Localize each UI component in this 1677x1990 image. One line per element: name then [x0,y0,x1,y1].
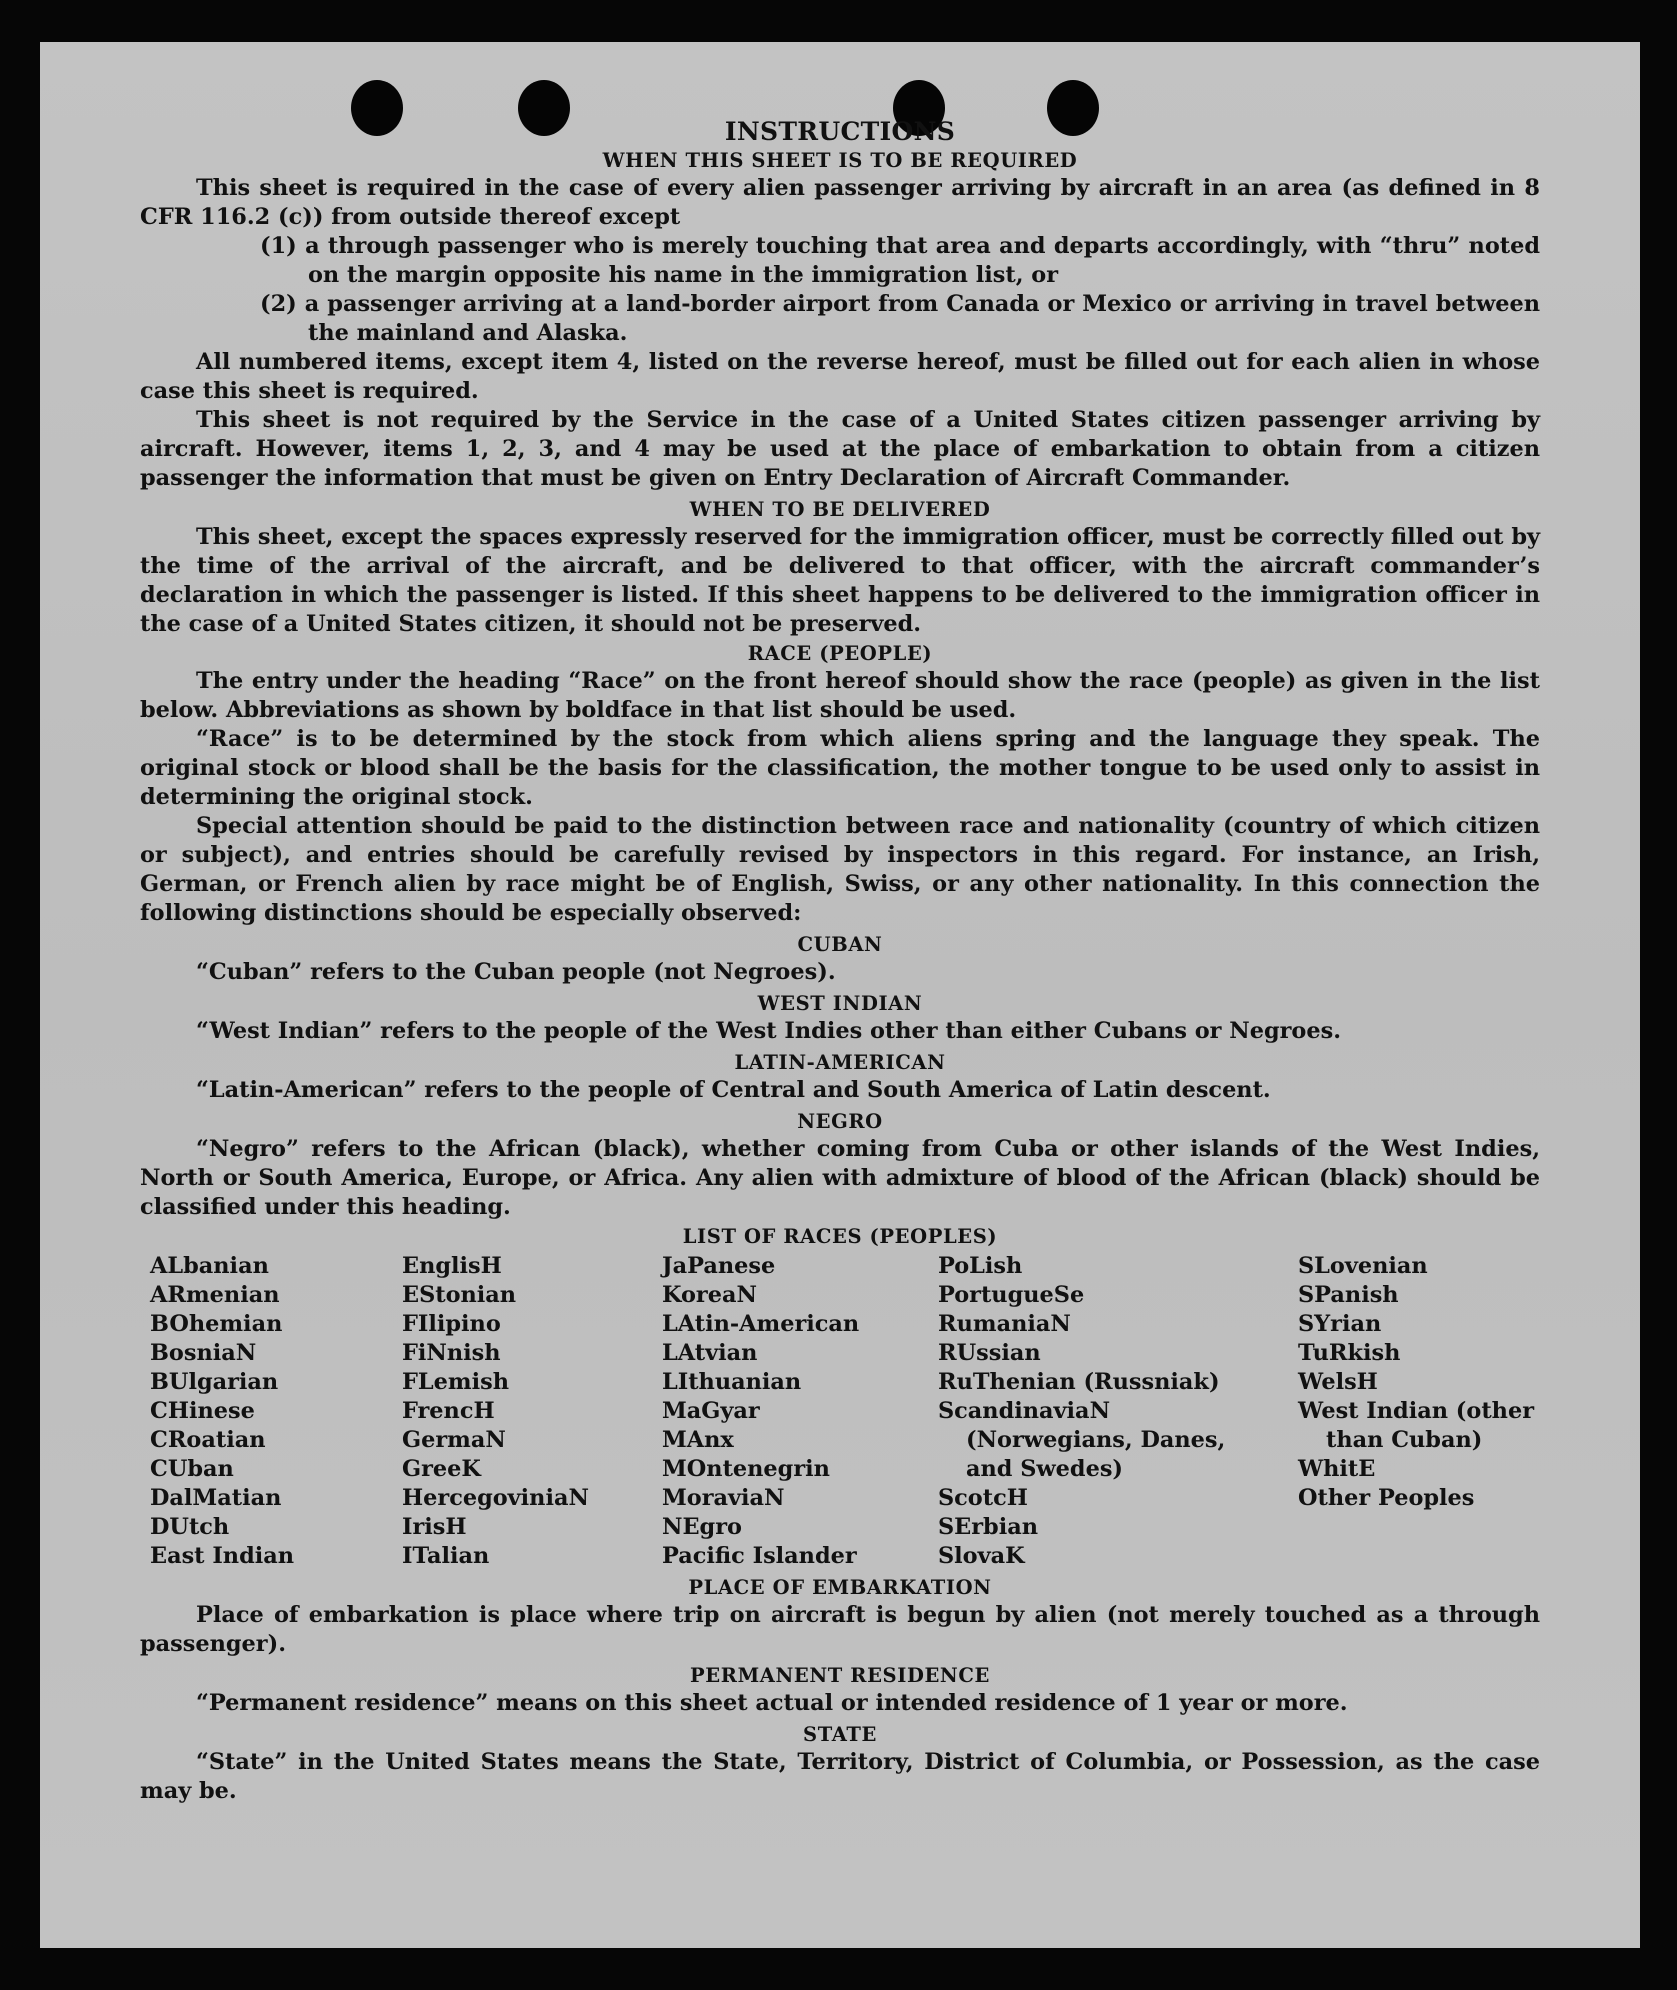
document-page [40,42,1640,1948]
race-item: TuRkish [1298,1340,1401,1366]
section-heading-state: STATE [803,1723,877,1746]
race-item: PortugueSe [938,1282,1085,1308]
section-heading-negro: NEGRO [797,1110,883,1133]
race-item: NEgro [662,1514,742,1540]
race-item: BOhemian [150,1311,283,1337]
required-item-1: (1) a through passenger who is merely touching that area and departs accordingly, with “thru” noted on the margin opposite his name in the immigration list, or [260,233,1540,288]
race-item: HercegoviniaN [402,1485,589,1511]
section-heading-list-of-races: LIST OF RACES (PEOPLES) [682,1225,998,1248]
race-item: FLemish [402,1369,509,1395]
cuban-text: “Cuban” refers to the Cuban people (not Negroes). [196,959,836,985]
race-item: ScandinaviaN (Norwegians, Danes, and Swedes) [938,1398,1226,1482]
latin-american-text: “Latin-American” refers to the people of Central and South America of Latin descent. [196,1077,1271,1103]
races-column-3 [662,1252,938,1571]
race-item: LAtvian [662,1340,758,1366]
embarkation-text: Place of embarkation is place where trip on aircraft is begun by alien (not merely touched as a through passenger). [140,1602,1540,1657]
race-item: IrisH [402,1514,467,1540]
section-heading-embarkation: PLACE OF EMBARKATION [688,1576,992,1599]
race-item: MaGyar [662,1398,760,1424]
race-item: EnglisH [402,1253,502,1279]
race-item: CHinese [150,1398,255,1424]
negro-text: “Negro” refers to the African (black), whether coming from Cuba or other islands of the West Indies, North or South America, Europe, or Africa. Any alien with admixture of blood of the African (black) should be classified under this heading. [140,1136,1540,1220]
race-item: MoraviaN [662,1485,785,1511]
race-item: ARmenian [150,1282,280,1308]
race-paragraph-3: Special attention should be paid to the distinction between race and nationality (country of which citizen or subject), and entries should be carefully revised by inspectors in this regard. For instance, an Irish, German, or French alien by race might be of English, Swiss, or any other nationality. In this connection the following distinctions should be especially observed: [140,813,1540,926]
race-item: GreeK [402,1456,481,1482]
race-item: BUlgarian [150,1369,279,1395]
race-item: Pacific Islander [662,1543,857,1569]
required-paragraph-2: All numbered items, except item 4, listed on the reverse hereof, must be filled out for each alien in whose case this sheet is required. [140,349,1540,404]
race-item: WelsH [1298,1369,1378,1395]
section-heading-race: RACE (PEOPLE) [747,642,933,665]
required-intro: This sheet is required in the case of every alien passenger arriving by aircraft in an area (as defined in 8 CFR 116.2 (c)) from outside thereof except [140,175,1540,230]
west-indian-text: “West Indian” refers to the people of the West Indies other than either Cubans or Negroes. [196,1018,1341,1044]
delivered-text: This sheet, except the spaces expressly reserved for the immigration officer, must be correctly filled out by the time of the arrival of the aircraft, and be delivered to that officer, with the aircraft commander’s declaration in which the passenger is listed. If this sheet happens to be delivered to the immigration officer in the case of a United States citizen, it should not be preserved. [140,524,1540,637]
race-item: East Indian [150,1543,295,1569]
race-item: PoLish [938,1253,1023,1279]
race-item: MAnx [662,1427,734,1453]
race-item: GermaN [402,1427,506,1453]
instructions-content [140,116,1540,1806]
section-heading-latin-american: LATIN-AMERICAN [734,1051,946,1074]
race-item: LAtin-American [662,1311,860,1337]
race-paragraph-1: The entry under the heading “Race” on the front hereof should show the race (people) as given in the list below. Abbreviations as shown by boldface in that list should be used. [140,668,1540,723]
races-column-5 [1298,1252,1550,1571]
race-item: FIlipino [402,1311,501,1337]
race-item: CUban [150,1456,234,1482]
race-item: EStonian [402,1282,517,1308]
section-heading-delivered: WHEN TO BE DELIVERED [689,498,991,521]
state-text: “State” in the United States means the State, Territory, District of Columbia, or Possession, as the case may be. [140,1749,1540,1804]
race-item: RuThenian (Russniak) [938,1369,1220,1395]
race-item: CRoatian [150,1427,266,1453]
race-item: SLovenian [1298,1253,1428,1279]
race-item: WhitE [1298,1456,1376,1482]
race-paragraph-2: “Race” is to be determined by the stock from which aliens spring and the language they speak. The original stock or blood shall be the basis for the classification, the mother tongue to be used only to assist in determining the original stock. [140,726,1540,810]
race-item: KoreaN [662,1282,757,1308]
race-item: BosniaN [150,1340,257,1366]
race-item: DUtch [150,1514,230,1540]
races-column-4 [938,1252,1298,1571]
races-list [150,1252,1540,1571]
race-item: MOntenegrin [662,1456,830,1482]
section-heading-residence: PERMANENT RESIDENCE [690,1664,990,1687]
race-item: SErbian [938,1514,1038,1540]
race-item: SYrian [1298,1311,1382,1337]
race-item: DalMatian [150,1485,282,1511]
race-item: ALbanian [150,1253,269,1279]
page-title: INSTRUCTIONS [724,117,956,146]
section-heading-cuban: CUBAN [797,933,883,956]
race-item: JaPanese [662,1253,776,1279]
race-item: ITalian [402,1543,490,1569]
race-item: ScotcH [938,1485,1028,1511]
race-item: SlovaK [938,1543,1025,1569]
races-column-1 [150,1252,402,1571]
race-item: Other Peoples [1298,1485,1475,1511]
race-item: LIthuanian [662,1369,802,1395]
section-heading-west-indian: WEST INDIAN [757,992,923,1015]
required-item-2: (2) a passenger arriving at a land-border airport from Canada or Mexico or arriving in travel between the mainland and Alaska. [260,291,1540,346]
races-column-2 [402,1252,662,1571]
required-paragraph-3: This sheet is not required by the Service in the case of a United States citizen passenger arriving by aircraft. However, items 1, 2, 3, and 4 may be used at the place of embarkation to obtain from a citizen passenger the information that must be given on Entry Declaration of Aircraft Commander. [140,407,1540,491]
section-heading-required: WHEN THIS SHEET IS TO BE REQUIRED [602,149,1078,172]
race-item: FiNnish [402,1340,501,1366]
race-item: RUssian [938,1340,1041,1366]
race-item: RumaniaN [938,1311,1071,1337]
residence-text: “Permanent residence” means on this sheet actual or intended residence of 1 year or more. [196,1690,1348,1716]
race-item: FrencH [402,1398,495,1424]
race-item: West Indian (other than Cuban) [1298,1398,1534,1453]
race-item: SPanish [1298,1282,1399,1308]
